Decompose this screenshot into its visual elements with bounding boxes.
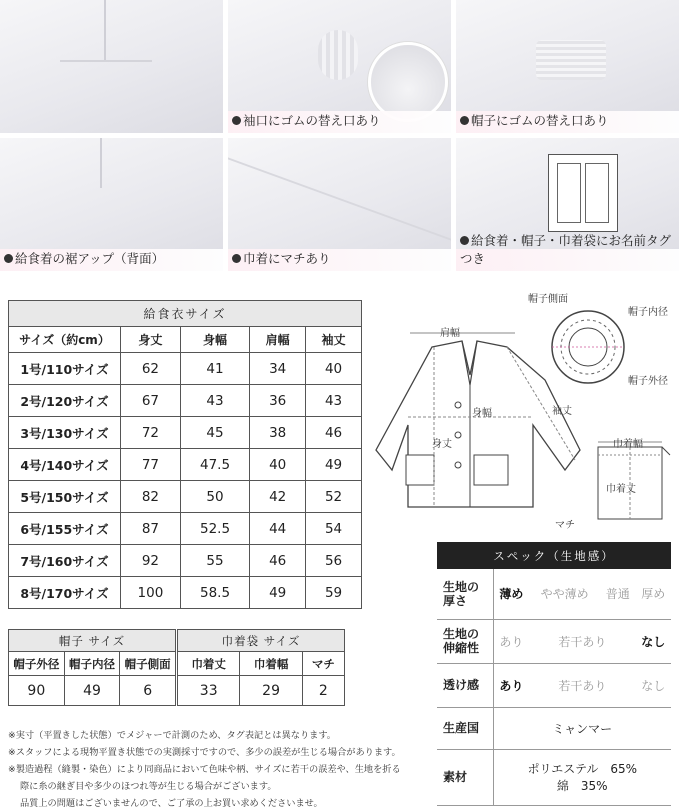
table-row [9, 417, 362, 449]
cell: 62 [121, 353, 181, 385]
photo-caption: 給食着の裾アップ（背面） [15, 251, 165, 266]
cell: 52.5 [180, 513, 249, 545]
cell: 33 [178, 676, 240, 706]
cell: 46 [306, 417, 362, 449]
label-sleeve: 袖丈 [552, 406, 572, 417]
label-hat-outer: 帽子外径 [628, 376, 668, 387]
cell: 40 [306, 353, 362, 385]
cell: 55 [180, 545, 249, 577]
header-length: 身丈 [121, 327, 181, 353]
size-table-title: 給食衣サイズ [9, 301, 362, 327]
label-shoulder: 肩幅 [440, 328, 460, 339]
pocket [406, 455, 434, 485]
photo-bag [228, 138, 451, 271]
size-label: 2号/120サイズ [9, 385, 121, 417]
spec-label: 生地の [443, 627, 480, 641]
cell: 77 [121, 449, 181, 481]
size-label: 8号/170サイズ [9, 577, 121, 609]
header-hat-outer: 帽子外径 [9, 652, 65, 676]
header-width: 身幅 [180, 327, 249, 353]
spec-option-selected: 薄め [493, 569, 529, 619]
cell: 46 [250, 545, 306, 577]
cell: 87 [121, 513, 181, 545]
origin-value: ミャンマー [493, 707, 671, 749]
table-row [9, 513, 362, 545]
photo-hat [456, 0, 679, 133]
cell: 72 [121, 417, 181, 449]
photo-caption: 巾着にマチあり [243, 251, 331, 266]
bag-size-table [177, 629, 345, 706]
spec-label: 透け感 [437, 663, 493, 707]
cell: 59 [306, 577, 362, 609]
cell: 43 [306, 385, 362, 417]
cell: 6 [120, 676, 176, 706]
spec-option-selected: あり [493, 663, 529, 707]
label-width: 身幅 [472, 408, 492, 419]
photo-caption: 袖口にゴムの替え口あり [243, 113, 381, 128]
notes [8, 727, 433, 812]
cell: 34 [250, 353, 306, 385]
photo-collar [0, 0, 223, 133]
label-bag-width: 巾着幅 [613, 439, 643, 450]
table-row [9, 577, 362, 609]
cell: 50 [180, 481, 249, 513]
material-value: ポリエステル 65% [527, 762, 638, 776]
table-row [9, 545, 362, 577]
spec-label: 伸縮性 [443, 641, 480, 655]
cell: 54 [306, 513, 362, 545]
photo-hem [0, 138, 223, 271]
bag-table-title: 巾着袋 サイズ [178, 630, 345, 652]
spec-option-selected: なし [636, 619, 671, 663]
note-line: ※スタッフによる現物平置き状態での実測採寸ですので、多少の誤差が生じる場合があります。 [8, 747, 401, 758]
spec-option: 若干あり [529, 663, 635, 707]
label-hat-side: 帽子側面 [528, 294, 568, 305]
spec-option: なし [636, 663, 671, 707]
spec-option: 厚め [636, 569, 671, 619]
label-hat-inner: 帽子内径 [628, 307, 668, 318]
header-bag-length: 巾着丈 [178, 652, 240, 676]
header-sleeve: 袖丈 [306, 327, 362, 353]
cell: 40 [250, 449, 306, 481]
cell: 36 [250, 385, 306, 417]
note-line: ※実寸（平置きした状態）でメジャーで計測のため、タグ表記とは異なります。 [8, 730, 336, 741]
cell: 49 [250, 577, 306, 609]
label-gusset: マチ [555, 520, 575, 531]
cell: 58.5 [180, 577, 249, 609]
header-bag-width: 巾着幅 [240, 652, 302, 676]
spec-option: 普通 [600, 569, 635, 619]
size-label: 5号/150サイズ [9, 481, 121, 513]
header-hat-side: 帽子側面 [120, 652, 176, 676]
garment-diagram [370, 285, 679, 540]
cell: 100 [121, 577, 181, 609]
cell: 44 [250, 513, 306, 545]
table-row [9, 353, 362, 385]
table-row [9, 385, 362, 417]
cell: 38 [250, 417, 306, 449]
spec-row-stretch [437, 619, 671, 663]
material-value: 綿 35% [556, 779, 608, 793]
size-label: 3号/130サイズ [9, 417, 121, 449]
hat-size-table [8, 629, 176, 706]
cell: 45 [180, 417, 249, 449]
label-bag-length: 巾着丈 [606, 484, 636, 495]
header-gusset: マチ [302, 652, 344, 676]
size-table [8, 300, 362, 609]
photo-sleeve [228, 0, 451, 133]
cell: 2 [302, 676, 344, 706]
cell: 47.5 [180, 449, 249, 481]
cell: 43 [180, 385, 249, 417]
label-length: 身丈 [432, 439, 452, 450]
header-hat-inner: 帽子内径 [64, 652, 120, 676]
note-line: 際に糸の継ぎ目や多少のほつれ等が生じる場合がございます。 [20, 781, 277, 792]
photo-caption: 給食着・帽子・巾着袋にお名前タグつき [460, 233, 672, 266]
button-icon [455, 462, 461, 468]
hat-table-title: 帽子 サイズ [9, 630, 176, 652]
size-label: 1号/110サイズ [9, 353, 121, 385]
spec-label: 素材 [437, 749, 493, 805]
note-line: 品質上の問題はございませんので、ご了承の上お買い求めくださいませ。 [20, 798, 323, 809]
cell: 49 [64, 676, 120, 706]
button-icon [455, 432, 461, 438]
spec-option: あり [493, 619, 529, 663]
cell: 82 [121, 481, 181, 513]
spec-option: 若干あり [529, 619, 635, 663]
spec-option: やや薄め [529, 569, 600, 619]
cell: 29 [240, 676, 302, 706]
table-row [9, 481, 362, 513]
spec-label: 厚さ [443, 593, 468, 608]
spec-label: 生産国 [437, 707, 493, 749]
cell: 52 [306, 481, 362, 513]
cell: 67 [121, 385, 181, 417]
photo-caption: 帽子にゴムの替え口あり [471, 113, 609, 128]
header-size: サイズ（約cm） [9, 327, 121, 353]
name-tag [548, 154, 618, 232]
header-shoulder: 肩幅 [250, 327, 306, 353]
button-icon [455, 402, 461, 408]
spec-label: 生地の [443, 579, 480, 594]
photo-tag [456, 138, 679, 271]
spec-row-sheerness [437, 663, 671, 707]
note-line: ※製造過程（縫製・染色）により同商品において色味や柄、サイズに若干の誤差や、生地を折る [8, 764, 401, 775]
size-label: 6号/155サイズ [9, 513, 121, 545]
spec-row-thickness [437, 569, 671, 619]
size-label: 4号/140サイズ [9, 449, 121, 481]
spec-title: スペック（生地感） [437, 542, 671, 569]
cell: 42 [250, 481, 306, 513]
cell: 49 [306, 449, 362, 481]
cell: 90 [9, 676, 65, 706]
size-label: 7号/160サイズ [9, 545, 121, 577]
cell: 56 [306, 545, 362, 577]
spec-row-material [437, 749, 671, 805]
photo-grid [0, 0, 679, 272]
spec-row-origin [437, 707, 671, 749]
pocket [474, 455, 508, 485]
cell: 41 [180, 353, 249, 385]
table-row [9, 449, 362, 481]
spec-table [437, 542, 671, 806]
cell: 92 [121, 545, 181, 577]
